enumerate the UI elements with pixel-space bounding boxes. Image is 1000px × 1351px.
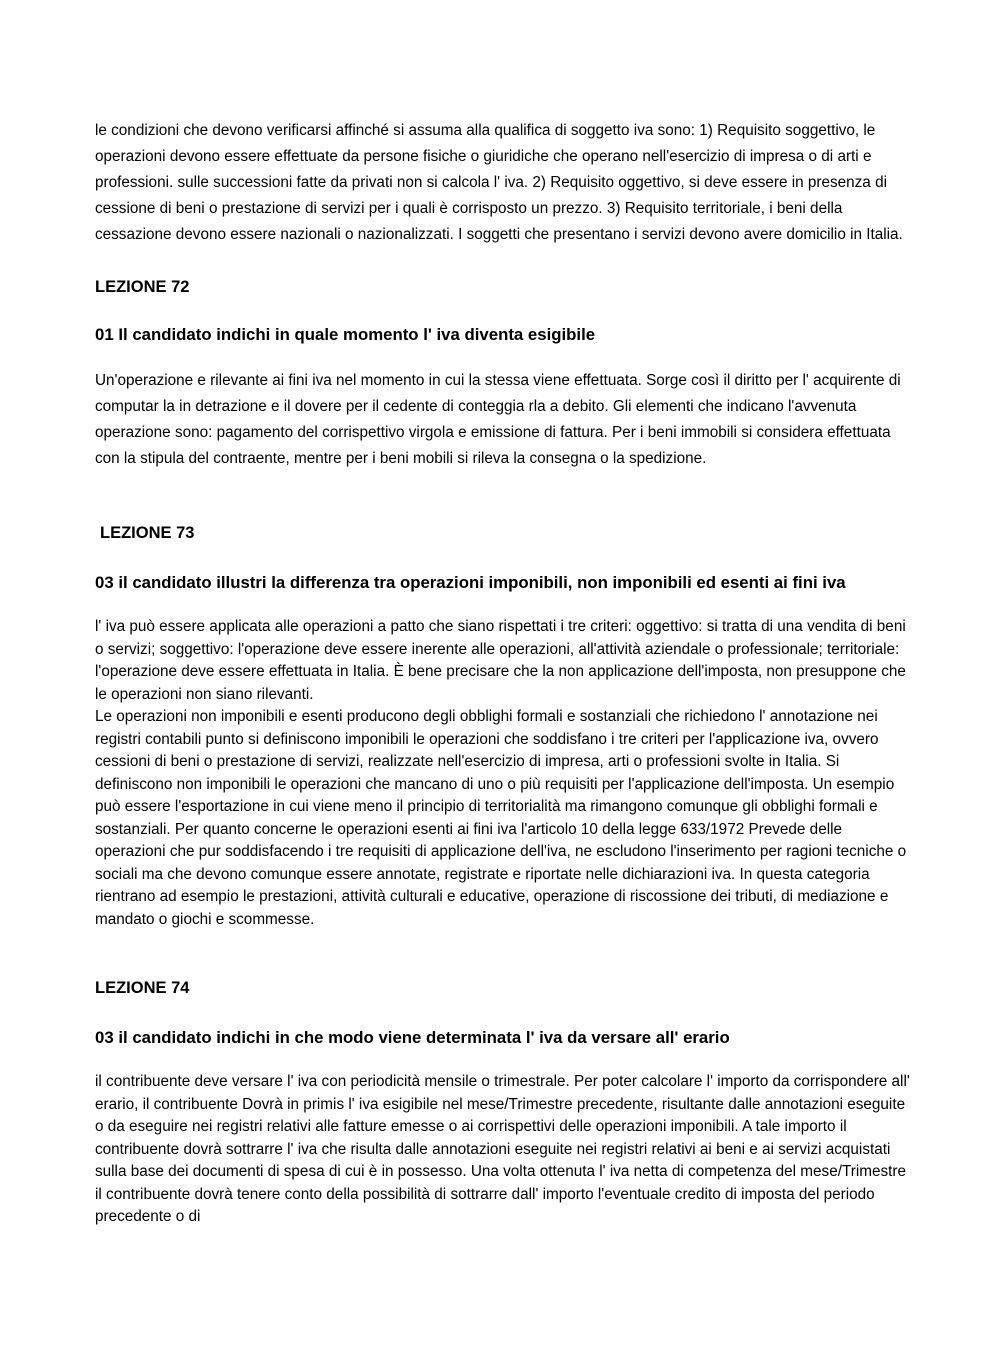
lesson-72-heading: LEZIONE 72: [95, 278, 190, 296]
lesson-72-answer: Un'operazione e rilevante ai fini iva nel momento in cui la stessa viene effettuata. Sorge così il diritto per l' acquirente di computar la in detrazione e il dovere per il cedente di conteggia rla a debito. Gli elementi che indicano l'avvenuta operazione sono: pagamento del corrispettivo virgola e emissione di fattura. Per i beni immobili si considera effettuata con la stipula del contraente, mentre per i beni mobili si rileva la consegna o la spedizione.: [95, 372, 901, 467]
lesson-73-question: 03 il candidato illustri la differenza tra operazioni imponibili, non imponibili ed esenti ai fini iva: [95, 573, 846, 592]
lesson-74-question: 03 il candidato indichi in che modo viene determinata l' iva da versare all' erario: [95, 1028, 730, 1047]
intro-paragraph: le condizioni che devono verificarsi affinché si assuma alla qualifica di soggetto iva sono: 1) Requisito soggettivo, le operazioni devono essere effettuate da persone fisiche o giuridiche che operano nell'esercizio di impresa o di arti e professioni. sulle successioni fatte da privati non si calcola l' iva. 2) Requisito oggettivo, si deve essere in presenza di cessione di beni o prestazione di servizi per i quali è corrisposto un prezzo. 3) Requisito territoriale, i beni della cessazione devono essere nazionali o nazionalizzati. I soggetti che presentano i servizi devono avere domicilio in Italia.: [95, 122, 903, 243]
lesson-72-question: 01 Il candidato indichi in quale momento l' iva diventa esigibile: [95, 325, 596, 344]
lesson-74-heading: LEZIONE 74: [95, 979, 190, 997]
document-page: [95, 118, 910, 1229]
lesson-73-answer-part1: l' iva può essere applicata alle operazioni a patto che siano rispettati i tre criteri: oggettivo: si tratta di una vendita di beni o servizi; soggettivo: l'operazione deve essere inerente alle operazioni, all'attività aziendale o professionale; territoriale: l'operazione deve essere effettuata in Italia. È bene precisare che la non applicazione dell'imposta, non presuppone che le operazioni non siano rilevanti.: [95, 618, 906, 703]
lesson-73-heading: LEZIONE 73: [100, 524, 195, 542]
lesson-73-answer-part2: Le operazioni non imponibili e esenti producono degli obblighi formali e sostanziali che richiedono l' annotazione nei registri contabili punto si definiscono imponibili le operazioni che soddisfano i tre criteri per l'applicazione iva, ovvero cessioni di beni o prestazione di servizi, realizzate nell'esercizio di impresa, arti o professioni svolte in Italia. Si definiscono non imponibili le operazioni che mancano di uno o più requisiti per l'applicazione dell'imposta. Un esempio può essere l'esportazione in cui viene meno il principio di territorialità ma rimangono comunque gli obblighi formali e sostanziali. Per quanto concerne le operazioni esenti ai fini iva l'articolo 10 della legge 633/1972 Prevede delle operazioni che pur soddisfacendo i tre requisiti di applicazione dell'iva, ne escludono l'inserimento per ragioni tecniche o sociali ma che devono comunque essere annotate, registrate e riportate nelle dichiarazioni iva. In questa categoria rientrano ad esempio le prestazioni, attività culturali e educative, operazione di riscossione dei tributi, di mediazione e mandato o giochi e scommesse.: [95, 708, 907, 928]
lesson-74-answer: il contribuente deve versare l' iva con periodicità mensile o trimestrale. Per poter calcolare l' importo da corrispondere all' erario, il contribuente Dovrà in primis l' iva esigibile nel mese/Trimestre precedente, risultante dalle annotazioni eseguite o da eseguire nei registri relativi alle fatture emesse o ai corrispettivi delle operazioni imponibili. A tale importo il contribuente dovrà sottrarre l' iva che risulta dalle annotazioni eseguite nei registri relativi ai beni e ai servizi acquistati sulla base dei documenti di spesa di cui è in possesso. Una volta ottenuta l' iva netta di competenza del mese/Trimestre il contribuente dovrà tenere conto della possibilità di sottrarre dall' importo l'eventuale credito di imposta del periodo precedente o di: [95, 1073, 910, 1225]
